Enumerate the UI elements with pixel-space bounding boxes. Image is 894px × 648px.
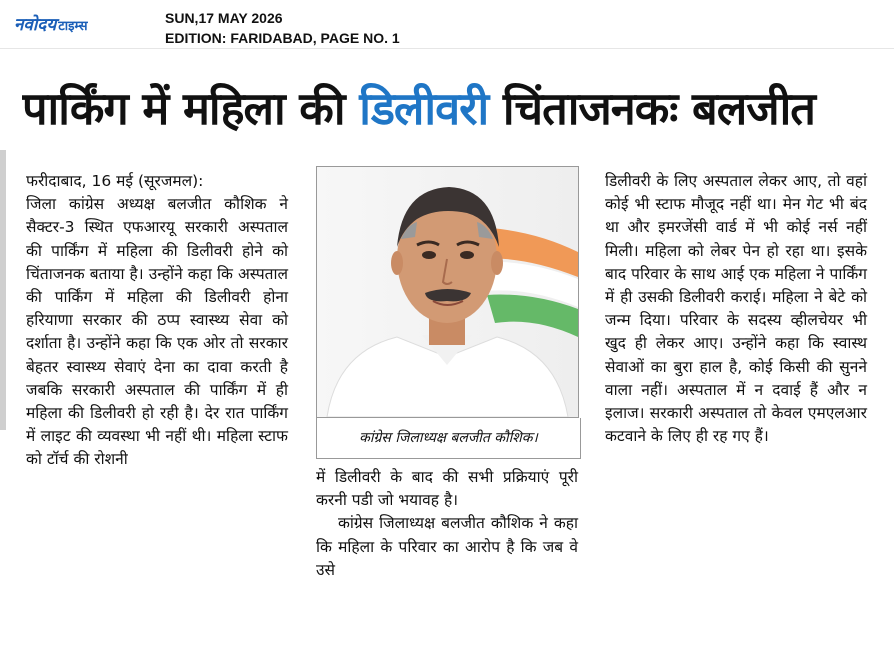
masthead-bar <box>0 0 894 49</box>
headline-part-1: पार्किंग में महिला की <box>22 82 360 135</box>
headline-highlight: डिलीवरी <box>359 82 489 135</box>
article-headline <box>22 72 872 146</box>
article-dateline: फरीदाबाद, 16 मई (सूरजमल): <box>26 172 204 190</box>
newspaper-logo[interactable] <box>14 12 88 35</box>
column-2-text-2: कांग्रेस जिलाध्यक्ष बलजीत कौशिक ने कहा कि महिला के परिवार का आरोप है कि जब वे उसे <box>316 514 578 579</box>
headline-part-2: चिंताजनकः बलजीत <box>488 82 815 135</box>
photo-caption: कांग्रेस जिलाध्यक्ष बलजीत कौशिक। <box>316 418 581 459</box>
publication-date: SUN,17 MAY 2026 <box>165 10 283 26</box>
column-3-text: डिलीवरी के लिए अस्पताल लेकर आए, तो वहां कोई भी स्टाफ मौजूद नहीं था। मेन गेट भी बंद था और इमरजेंसी वार्ड में भी कोई नर्स नहीं मिली। महिला को लेबर पेन हो रहा था। इसके बाद परिवार के साथ आई एक महिला ने पार्किंग में ही उसकी डिलीवरी कराई। महिला ने बेटे को जन्म दिया। परिवार के सदस्य व्हीलचेयर भी खुद ही लेकर आए। उन्होंने कहा कि स्वास्थ सेवाओं का बुरा हाल है, कोई किसी की सुनने वाला नहीं। अस्पताल में न दवाई हैं और न इलाज। सरकारी अस्पताल तो केवल एमएलआर कटवाने के लिए ही रह गए हैं। <box>605 172 867 446</box>
clipping-edge <box>0 150 6 430</box>
article-column-1 <box>26 170 288 472</box>
politician-photo <box>316 166 579 418</box>
article-column-3 <box>605 170 867 448</box>
edition-page: EDITION: FARIDABAD, PAGE NO. 1 <box>165 30 400 46</box>
logo-main-text: नवोदय <box>14 15 57 35</box>
column-2-text-1: में डिलीवरी के बाद की सभी प्रक्रियाएं पूरी करनी पडी जो भयावह है। <box>316 468 578 510</box>
logo-sub-text: टाइम्स <box>58 19 88 34</box>
portrait-illustration <box>317 167 578 417</box>
article-column-2 <box>316 466 578 582</box>
column-1-text: जिला कांग्रेस अध्यक्ष बलजीत कौशिक ने सैक्टर-3 स्थित एफआरयू सरकारी अस्पताल की पार्किंग में महिला की डिलीवरी होने को चिंताजनक बताया है। उन्होंने कहा कि अस्पताल की पार्किंग में महिला की डिलीवरी होना हरियाणा सरकार की ठप्प स्वास्थ्य सेवा को दर्शाता है। उन्होंने कहा कि एक ओर तो सरकार बेहतर स्वास्थ्य सेवाएं देना का दावा करती है जबकि सरकारी अस्पताल की पार्किंग में ही महिला की डिलीवरी हो रही है। देर रात पार्किंग में लाइट की व्यवस्था भी नहीं थी। महिला स्टाफ को टॉर्च की रोशनी <box>26 195 288 469</box>
edition-info <box>165 8 400 48</box>
